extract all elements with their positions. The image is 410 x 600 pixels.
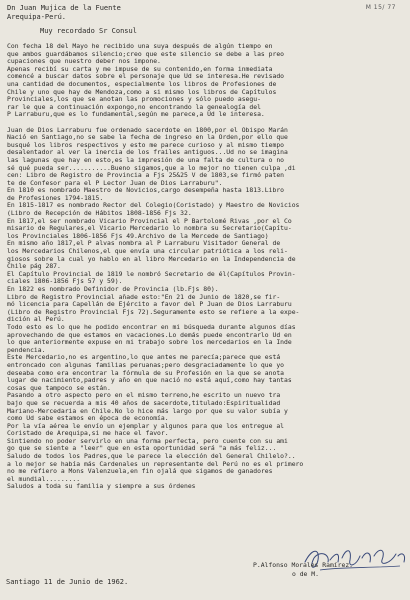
body-line: dición al Perú. — [7, 316, 65, 324]
body-line: como Ud sabe estamos en época de economía. — [7, 415, 169, 423]
body-line: busqué los libros respectivos y esto me parece curioso y al mismo tiempo — [7, 141, 285, 149]
body-line: las lagunas que hay en esto,es la impresión de una falta de cultura o no — [7, 156, 285, 164]
body-line: En 1815-1817 es nombrado Rector del Colegio(Coristado) y Maestro de Novicios — [7, 202, 300, 210]
body-line: Juan de Dios Larraburu fue ordenado sacerdote en 1800,por el Obispo Marán — [7, 126, 288, 134]
letter-date: Santiago 11 de Junio de 1962. — [6, 578, 129, 586]
recipient-address — [7, 4, 121, 22]
body-line: que ambos guardábamos silencio;creo que este silencio se debe a las preo — [7, 50, 285, 58]
body-line: a lo mejor se había más Cardenales un representante del Perú no es el primero — [7, 460, 304, 468]
body-line: una cantidad de documentos, especialmente los libros de Profesiones de — [7, 80, 277, 88]
address-line-1: Dn Juan Mujica de la Fuente — [7, 4, 121, 12]
body-line: ciales 1806-1856 Fjs 57 y 59). — [7, 278, 123, 286]
body-line: el mundial......... — [7, 475, 81, 483]
body-line: El Capítulo Provincial de 1819 le nombró Secretario de él(Capítulos Provin- — [7, 270, 296, 278]
body-line: En 1810 es nombrado Maestro de Novicios,cargo desempeña hasta 1813.Libro — [7, 187, 285, 195]
body-line: aprovechando de que estamos en vacaciones.Lo demás puede encontrarlo Ud en — [7, 331, 292, 339]
body-line: En mismo año 1817,el P alvas nombra al P Larraburu Visitador General de — [7, 240, 281, 248]
body-line: Libro de Registro Provincial añade esto:"En 21 de Junio de 1820,se fir- — [7, 293, 281, 301]
body-line: Este Mercedario,no es argentino,lo que antes me parecía;parece que está — [7, 354, 281, 362]
body-line: (Libro de Recepción de Hábitos 1808-1856 Fjs 32. — [7, 210, 192, 218]
body-line: lugar de nacimiento,padres y año en que nació no está aquí,como hay tantas — [7, 377, 292, 385]
body-line: Todo esto es lo que he podido encontrar en mi búsqueda durante algunos días — [7, 323, 296, 331]
body-line: go que se siente a "leer" que en esta oportunidad será "a más feliz... — [7, 445, 277, 453]
body-line: En 1817,el ser nombrado Vicario Provincial el P Bartolomé Rivas ,por el Co — [7, 217, 292, 225]
body-line: Chile y uno que hay de Mendoza,como a si mismo los libros de Capítulos — [7, 88, 277, 96]
body-line: bajo que se recuerda a mis 40 años de sacerdote,titulado:Espiritualidad — [7, 399, 281, 407]
body-line: cupaciones que nuestro deber nos impone. — [7, 58, 161, 66]
body-line: deseaba como era encontrar la fórmula de su Profesión en la que se anota — [7, 369, 285, 377]
body-line: desalentador al ver la inercia de los frailes antiguos...Ud no se imagina — [7, 149, 288, 157]
body-line: En 1822 es nombrado Definidor de Provincia (lb.Fjs 80). — [7, 286, 219, 293]
body-line: Saludo de todos los Padres,que le parece la elección del General Chilelo?.. — [7, 453, 296, 461]
body-line: Coristado de Arequipa,si me hace el favor. — [7, 430, 169, 438]
salutation: Muy recordado Sr Consul — [40, 27, 137, 35]
body-line: P Larraburu,que es lo fundamental,según me parece,a Ud le interesa. — [7, 111, 265, 119]
signature-name: P.Alfonso Morales Ramírez. — [253, 561, 354, 569]
body-line: los Provinciales 1806-1856 Fjs 49.Archivo de la Mercede de Santiago) — [7, 232, 269, 240]
body-line: Apenas recibí su carta y me impuse de su contenido,en forma inmediata — [7, 65, 273, 73]
body-line: misario de Regulares,el Vicario Mercedario lo nombra su Secretario(Capítu- — [7, 225, 292, 233]
body-line: no me refiero a Mons Valenzuela,en fin ojalá que sigamos de ganadores — [7, 468, 273, 476]
body-line: te de Confesor para el P Lector Juan de Dios Larraburu". — [7, 179, 223, 187]
body-line: lo que anteriormente expuse en mi trabajo sobre los mercedarios en la Inde — [7, 339, 292, 347]
body-line: sé qué pueda ser...........Bueno sigamos,que a lo mejor no tienen culpa ,di — [7, 164, 296, 172]
address-line-2: Arequipa-Perú. — [7, 13, 67, 21]
body-line: pendencia. — [7, 346, 46, 354]
letter-body — [7, 43, 407, 491]
body-line: Saludos a toda su familia y siempre a sus órdenes — [7, 483, 196, 491]
body-line: Pasando a otro aspecto pero en el mismo terreno,he escrito un nuevo tra — [7, 392, 281, 400]
body-line: los Mercedarios Chilenos,el que envía una circular patriótica a los reli- — [7, 248, 288, 256]
archive-corner-note: M 15/ 77 — [365, 4, 396, 11]
body-line: Sintiendo no poder servirlo en una forma perfecta, pero cuente con su ami — [7, 437, 288, 445]
body-line: mó licencia para Capellán de Ejército a favor del P Juan de Dios Larraburu — [7, 301, 292, 309]
signature-initials: o de M. — [292, 570, 319, 578]
body-line: Provinciales,los que se anotan las promociones y sólo puedo asegu- — [7, 96, 261, 104]
body-line: giosos sobre la cual yo hablo en al libro Mercedario en la Independencia de — [7, 255, 296, 263]
body-line: cen: Libro de Registro de Provincia a Fjs 25&25 V de 1803,se firmó paten — [7, 172, 285, 180]
body-line: de Profesiones 1794-1815. — [7, 194, 104, 202]
body-line: Chile pág 287. — [7, 263, 61, 271]
body-line: (Libro de Registro Provincial Fjs 72).Seguramente esto se refiere a la expe- — [7, 308, 300, 316]
body-line: Mariano-Mercedaria en Chile.No lo hice más largo por que su valor subía y — [7, 407, 288, 415]
body-line: Por la vía aérea le envío un ejemplar y algunos para que los entregue al — [7, 422, 285, 430]
body-line: entroncado con algunas familias peruanas;pero desgraciadamente lo que yo — [7, 361, 285, 369]
body-line: cosas que tampoco se están. — [7, 384, 111, 392]
body-line — [7, 119, 407, 127]
body-line: rar le que a continuación expongo,no encontrando la genealogía del — [7, 103, 261, 111]
body-line: Nació en Santiago,no se sabe la fecha de ingreso en la Orden,por ello que — [7, 134, 288, 142]
body-line: comencé a buscar datos sobre el personaje que Ud se interesa.He revisado — [7, 73, 285, 81]
body-line: Con fecha 18 del Mayo he recibido una suya después de algún tiempo en — [7, 43, 273, 50]
